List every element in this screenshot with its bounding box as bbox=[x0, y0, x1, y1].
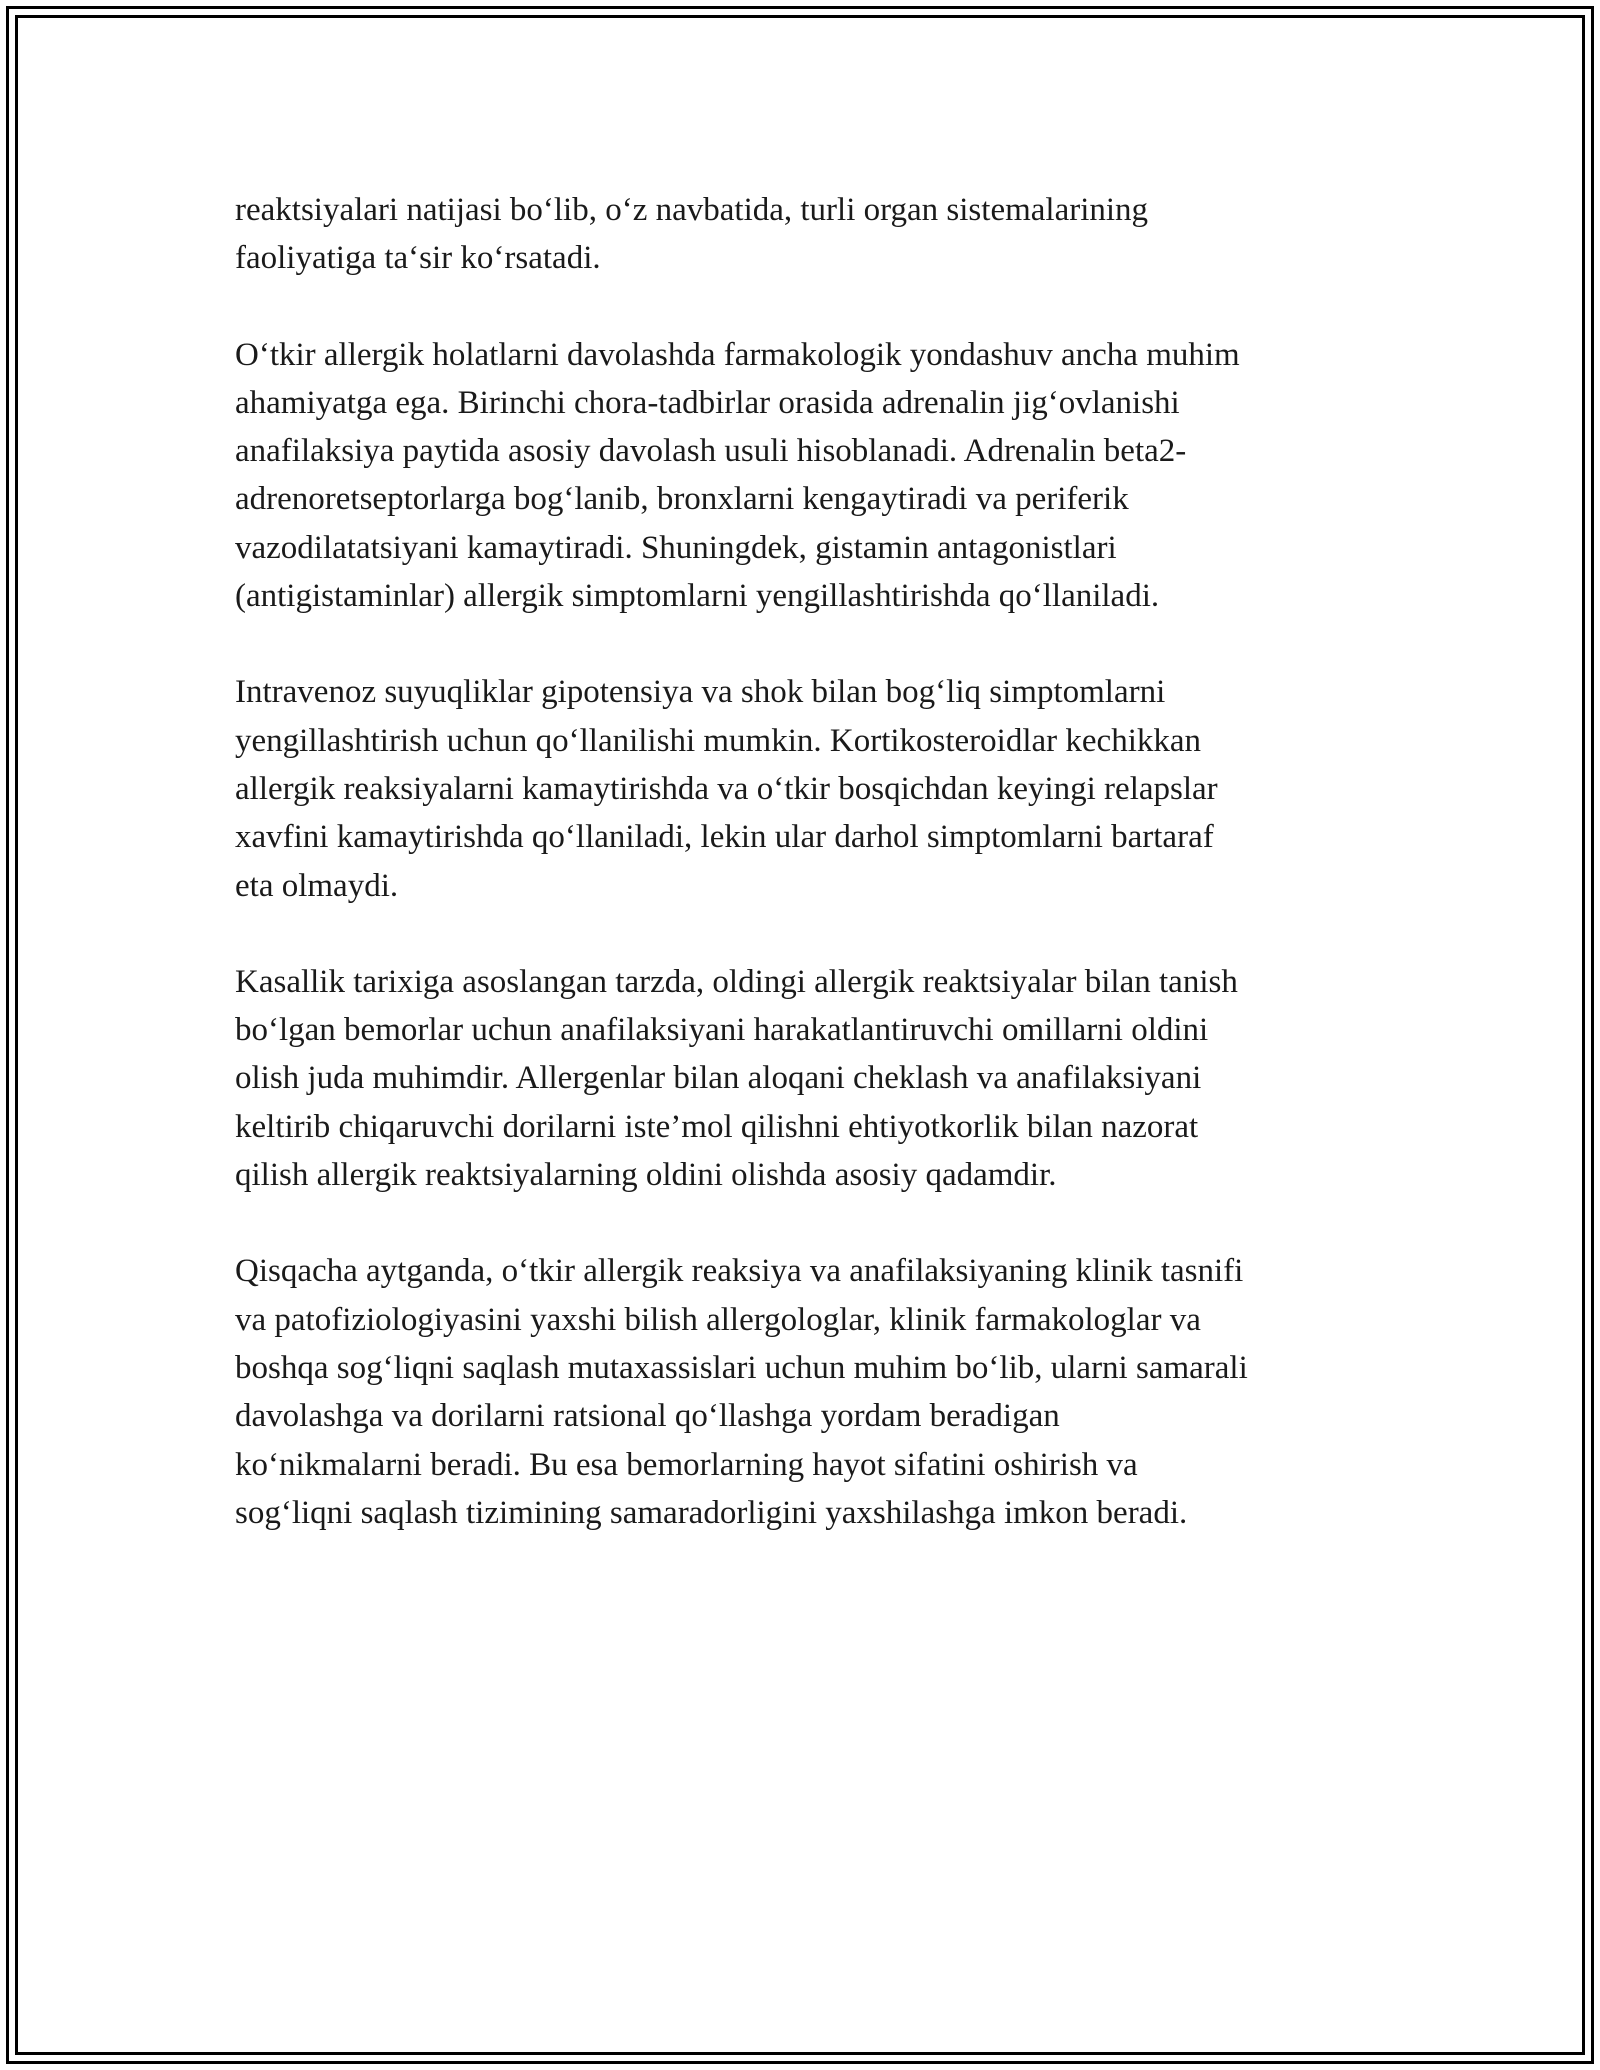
text-line: keltirib chiqaruvchi dorilarni iste’mol qilishni ehtiyotkorlik bilan nazorat bbox=[235, 1108, 1199, 1145]
text-line: reaktsiyalari natijasi bo‘lib, o‘z navbatida, turli organ sistemalarining bbox=[235, 192, 1149, 228]
text-line: vazodilatatsiyani kamaytiradi. Shuningdek, gistamin antagonistlari bbox=[235, 529, 1117, 566]
paragraph-4 bbox=[235, 958, 1365, 1199]
text-line: eta olmaydi. bbox=[235, 867, 399, 904]
text-line: adrenoretseptorlarga bog‘lanib, bronxlarni kengaytiradi va periferik bbox=[235, 481, 1129, 518]
text-line: boshqa sog‘liqni saqlash mutaxassislari uchun muhim bo‘lib, ularni samarali bbox=[235, 1349, 1248, 1386]
text-line: xavfini kamaytirishda qo‘llaniladi, lekin ular darhol simptomlarni bartaraf bbox=[235, 819, 1214, 856]
text-line: anafilaksiya paytida asosiy davolash usuli hisoblanadi. Adrenalin beta2- bbox=[235, 433, 1187, 470]
text-line: allergik reaksiyalarni kamaytirishda va o‘tkir bosqichdan keyingi relapslar bbox=[235, 770, 1218, 807]
text-line: sog‘liqni saqlash tizimining samaradorligini yaxshilashga imkon beradi. bbox=[235, 1494, 1188, 1531]
text-line: qilish allergik reaktsiyalarning oldini olishda asosiy qadamdir. bbox=[235, 1157, 1057, 1194]
text-line: davolashga va dorilarni ratsional qo‘llashga yordam beradigan bbox=[235, 1398, 1060, 1435]
text-line: Qisqacha aytganda, o‘tkir allergik reaksiya va anafilaksiyaning klinik tasnifi bbox=[235, 1253, 1244, 1290]
paragraph-5 bbox=[235, 1247, 1365, 1537]
text-line: bo‘lgan bemorlar uchun anafilaksiyani harakatlantiruvchi omillarni oldini bbox=[235, 1012, 1209, 1049]
text-line: ko‘nikmalarni beradi. Bu esa bemorlarning hayot sifatini oshirish va bbox=[235, 1446, 1138, 1483]
paragraph-1 bbox=[235, 186, 1365, 283]
text-line: ahamiyatga ega. Birinchi chora-tadbirlar orasida adrenalin jig‘ovlanishi bbox=[235, 384, 1180, 421]
text-line: O‘tkir allergik holatlarni davolashda farmakologik yondashuv ancha muhim bbox=[235, 336, 1240, 373]
text-line: yengillashtirish uchun qo‘llanilishi mumkin. Kortikosteroidlar kechikkan bbox=[235, 722, 1202, 759]
text-line: va patofiziologiyasini yaxshi bilish allergologlar, klinik farmakologlar va bbox=[235, 1301, 1201, 1338]
text-line: faoliyatiga ta‘sir ko‘rsatadi. bbox=[235, 240, 601, 277]
text-line: Kasallik tarixiga asoslangan tarzda, oldingi allergik reaktsiyalar bilan tanish bbox=[235, 963, 1238, 1000]
document-body bbox=[235, 186, 1365, 1537]
paragraph-3 bbox=[235, 668, 1365, 909]
text-line: Intravenoz suyuqliklar gipotensiya va shok bilan bog‘liq simptomlarni bbox=[235, 674, 1166, 711]
text-line: (antigistaminlar) allergik simptomlarni yengillashtirishda qo‘llaniladi. bbox=[235, 578, 1160, 615]
paragraph-2 bbox=[235, 331, 1365, 621]
text-line: olish juda muhimdir. Allergenlar bilan aloqani cheklash va anafilaksiyani bbox=[235, 1060, 1202, 1097]
